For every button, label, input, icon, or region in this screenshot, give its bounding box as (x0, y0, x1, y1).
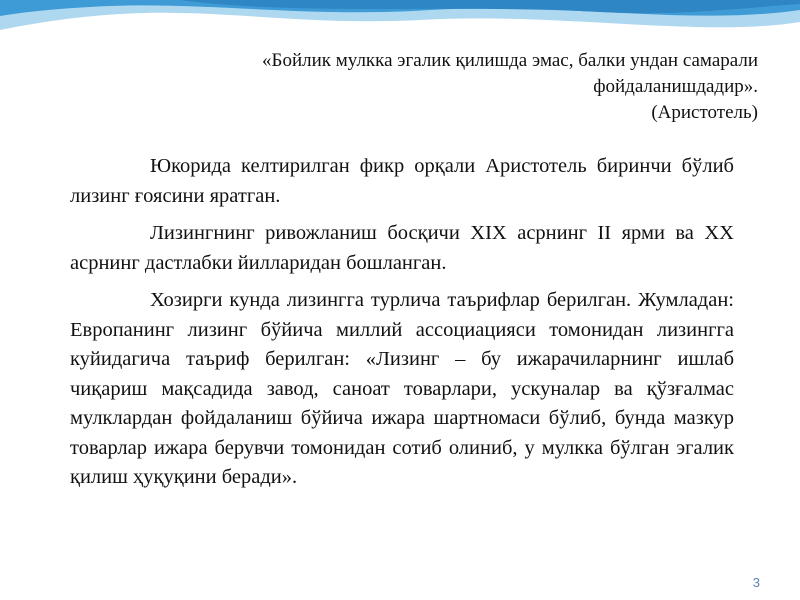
paragraph-leasing-history: Лизингнинг ривожланиш босқичи XIX асрнинг II ярми ва XX асрнинг дастлабки йилларидан бошланган. (70, 222, 734, 274)
paragraph-aristotle-idea: Юкорида келтирилган фикр орқали Аристотель биринчи бўлиб лизинг ғоясини яратган. (70, 155, 734, 207)
slide-body (70, 152, 734, 501)
quote-text: «Бойлик мулкка эгалик қилишда эмас, балки ундан самарали фойдаланишдадир». (262, 50, 758, 97)
page-number: 3 (752, 575, 760, 590)
aristotle-quote (118, 48, 758, 126)
quote-author: (Аристотель) (651, 102, 758, 123)
paragraph-leasing-definition: Хозирги кунда лизингга турлича таърифлар берилган. Жумладан: Европанинг лизинг бўйича миллий ассоциацияси томонидан лизингга куйидагича таъриф берилган: «Лизинг – бу ижарачиларнинг ишлаб чиқариш мақсадида завод, саноат товарлари, ускуналар ва қўзғалмас мулклардан фойдаланиш бўйича ижара шартномаси бўлиб, бунда мазкур товарлар ижара берувчи томонидан сотиб олиниб, у мулкка бўлган эгалик қилиш ҳуқуқини беради». (70, 289, 734, 488)
